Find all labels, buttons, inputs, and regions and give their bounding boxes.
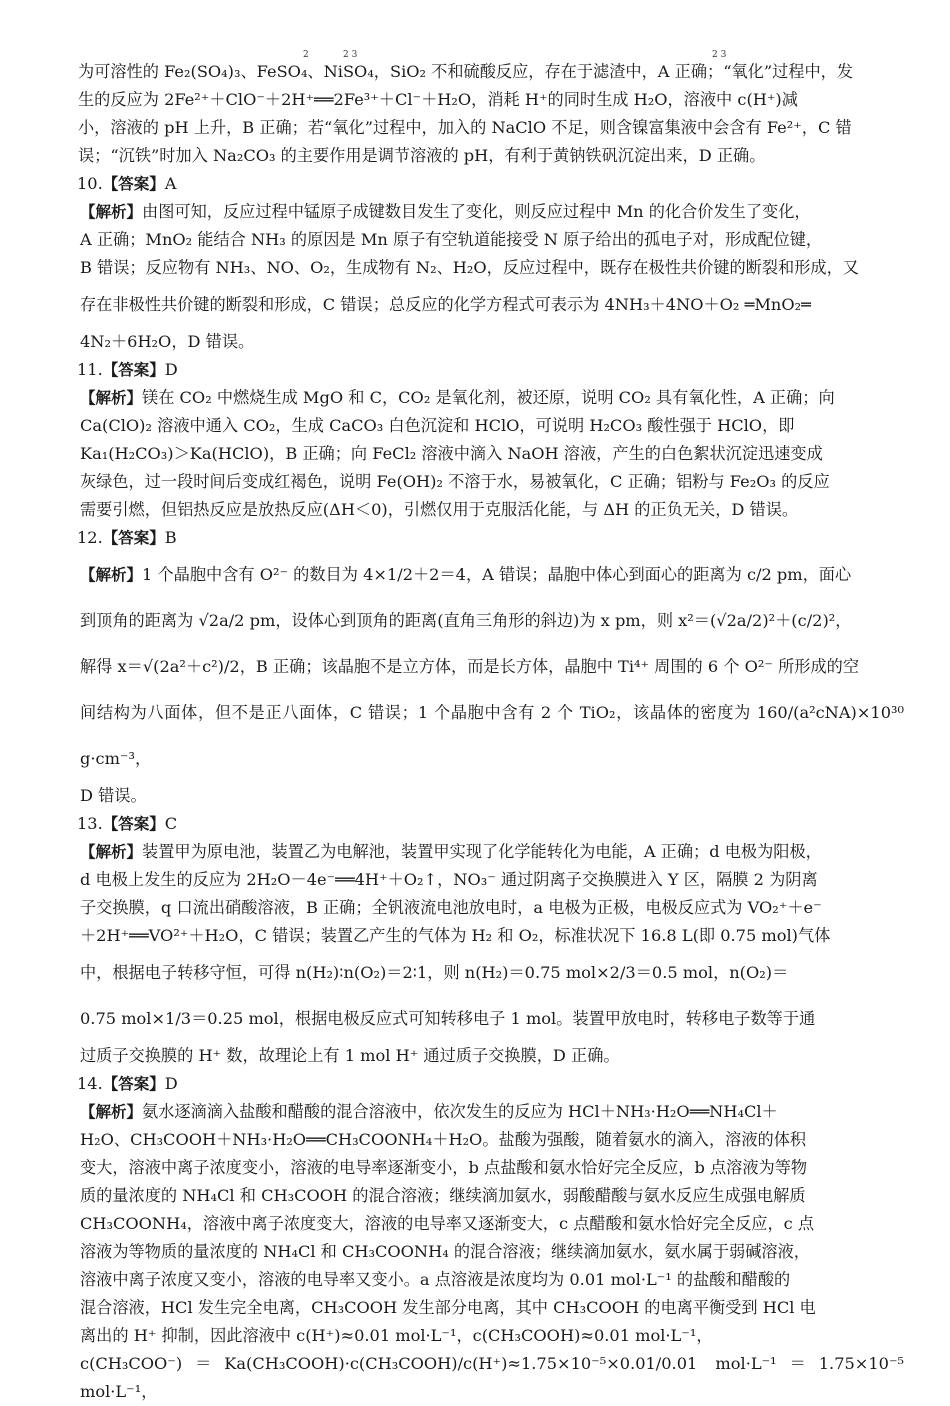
- analysis-label: 【解析】: [80, 843, 143, 861]
- text-line: 溶液为等物质的量浓度的 NH₄Cl 和 CH₃COONH₄ 的混合溶液；继续滴加氨水，氨水属于弱碱溶液，: [80, 1242, 810, 1261]
- text-line: 溶液中离子浓度又变小，溶液的电导率又变小。a 点溶液是浓度均为 0.01 mol·L⁻¹ 的盐酸和醋酸的: [80, 1270, 791, 1289]
- text-line: 4N₂＋6H₂O，D 错误。: [80, 332, 255, 351]
- analysis-block: [80, 1098, 904, 1406]
- text-line: 【解析】镁在 CO₂ 中燃烧生成 MgO 和 C，CO₂ 是氧化剂，被还原，说明 CO₂ 具有氧化性，A 正确；向: [80, 388, 835, 407]
- question-11: [78, 356, 904, 524]
- answer-line: [77, 1070, 904, 1098]
- analysis-label: 【解析】: [80, 1103, 143, 1121]
- text-line: c(CH₃COO⁻)＝Ka(CH₃COOH)·c(CH₃COOH)/c(H⁺)≈1.75×10⁻⁵×0.01/0.01 mol·L⁻¹＝1.75×10⁻⁵ mol·L⁻¹，: [80, 1354, 904, 1401]
- text-line: 0.75 mol×1/3＝0.25 mol，根据电极反应式可知转移电子 1 mol。装置甲放电时，转移电子数等于通: [80, 1009, 816, 1028]
- analysis-block: [80, 198, 904, 356]
- text-line: H₂O、CH₃COOH＋NH₃·H₂O══CH₃COONH₄＋H₂O。盐酸为强酸，随着氨水的滴入，溶液的体积: [80, 1130, 807, 1149]
- text-line: 间结构为八面体，但不是正八面体，C 错误；1 个晶胞中含有 2 个 TiO₂，该晶体的密度为 160/(a²cNA)×10³⁰ g·cm⁻³，: [80, 703, 904, 768]
- text-line: 过质子交换膜的 H⁺ 数，故理论上有 1 mol H⁺ 通过质子交换膜，D 正确。: [80, 1046, 620, 1065]
- answer-line: [77, 170, 904, 198]
- answer-value: A: [164, 174, 177, 193]
- text-line: 到顶角的距离为 √2a/2 pm，设体心到顶角的距离(直角三角形的斜边)为 x pm，则 x²＝(√2a/2)²＋(c/2)²，: [80, 611, 852, 630]
- text-line: 小，溶液的 pH 上升，B 正确；若“氧化”过程中，加入的 NaClO 不足，则含镍富集液中会含有 Fe²⁺，C 错: [78, 118, 852, 137]
- answer-value: D: [164, 1074, 178, 1093]
- text-line: D 错误。: [80, 786, 147, 805]
- answer-label: 【答案】: [102, 361, 165, 379]
- question-number: 14.: [77, 1074, 103, 1093]
- answer-value: B: [164, 528, 177, 547]
- answer-line: [77, 356, 904, 384]
- answer-label: 【答案】: [102, 175, 165, 193]
- analysis-block: [80, 552, 904, 810]
- question-number: 11.: [77, 360, 103, 379]
- question-number: 10.: [77, 174, 103, 193]
- text-line: ＋2H⁺══VO²⁺＋H₂O，C 错误；装置乙产生的气体为 H₂ 和 O₂，标准状况下 16.8 L(即 0.75 mol)气体: [80, 926, 831, 945]
- question-10: [78, 170, 904, 356]
- text-line: 变大，溶液中离子浓度变小，溶液的电导率逐渐变小，b 点盐酸和氨水恰好完全反应，b 点溶液为等物: [80, 1158, 808, 1177]
- text-line: 为可溶性的 Fe₂(SO₄)₃、FeSO₄、NiSO₄，SiO₂ 不和硫酸反应，存在于滤渣中，A 正确；“氧化”过程中，发: [78, 62, 854, 81]
- answer-line: [77, 810, 904, 838]
- text-line: 解得 x＝√(2a²＋c²)/2，B 正确；该晶胞不是立方体，而是长方体，晶胞中 Ti⁴⁺ 周围的 6 个 O²⁻ 所形成的空: [80, 657, 860, 676]
- analysis-block: [80, 838, 904, 1070]
- continuation-block: [78, 58, 904, 170]
- text-line: 存在非极性共价键的断裂和形成，C 错误；总反应的化学方程式可表示为 4NH₃＋4NO＋O₂ ═MnO₂═: [80, 295, 811, 314]
- stray-superscript-c: 2 3: [712, 50, 727, 60]
- analysis-label: 【解析】: [80, 203, 143, 221]
- text-line: 【解析】由图可知，反应过程中锰原子成键数目发生了变化，则反应过程中 Mn 的化合价发生了变化，: [80, 202, 811, 221]
- question-14: [78, 1070, 904, 1406]
- text-line: 【解析】氨水逐滴滴入盐酸和醋酸的混合溶液中，依次发生的反应为 HCl＋NH₃·H₂O══NH₄Cl＋: [80, 1102, 778, 1121]
- text-line: 子交换膜，q 口流出硝酸溶液，B 正确；全钒液流电池放电时，a 电极为正极，电极反应式为 VO₂⁺＋e⁻: [80, 898, 822, 917]
- text-line: Ka₁(H₂CO₃)＞Ka(HClO)，B 正确；向 FeCl₂ 溶液中滴入 NaOH 溶液，产生的白色絮状沉淀迅速变成: [80, 444, 823, 463]
- analysis-label: 【解析】: [80, 389, 143, 407]
- answer-label: 【答案】: [102, 815, 165, 833]
- analysis-block: [80, 384, 904, 524]
- question-number: 12.: [77, 528, 103, 547]
- answer-label: 【答案】: [102, 1075, 165, 1093]
- text-line: B 错误；反应物有 NH₃、NO、O₂，生成物有 N₂、H₂O，反应过程中，既存在极性共价键的断裂和形成，又: [80, 258, 859, 277]
- stray-superscript-b: 2 3: [343, 50, 358, 60]
- question-number: 13.: [77, 814, 103, 833]
- document-page: [78, 58, 904, 1406]
- answer-label: 【答案】: [102, 529, 165, 547]
- answer-value: C: [164, 814, 178, 833]
- text-line: 【解析】1 个晶胞中含有 O²⁻ 的数目为 4×1/2＋2＝4，A 错误；晶胞中体心到面心的距离为 c/2 pm，面心: [80, 565, 852, 584]
- text-line: 误；“沉铁”时加入 Na₂CO₃ 的主要作用是调节溶液的 pH，有利于黄钠铁矾沉淀出来，D 正确。: [78, 146, 766, 165]
- text-line: 质的量浓度的 NH₄Cl 和 CH₃COOH 的混合溶液；继续滴加氨水，弱酸醋酸与氨水反应生成强电解质: [80, 1186, 806, 1205]
- stray-superscript-a: 2: [303, 50, 309, 60]
- text-line: 混合溶液，HCl 发生完全电离，CH₃COOH 发生部分电离，其中 CH₃COOH 的电离平衡受到 HCl 电: [80, 1298, 816, 1317]
- text-line: CH₃COONH₄，溶液中离子浓度变大，溶液的电导率又逐渐变大，c 点醋酸和氨水恰好完全反应，c 点: [80, 1214, 815, 1233]
- text-line: d 电极上发生的反应为 2H₂O－4e⁻══4H⁺＋O₂↑，NO₃⁻ 通过阴离子交换膜进入 Y 区，隔膜 2 为阴离: [80, 870, 818, 889]
- answer-value: D: [164, 360, 178, 379]
- text-line: 中，根据电子转移守恒，可得 n(H₂)∶n(O₂)＝2∶1，则 n(H₂)＝0.75 mol×2/3＝0.5 mol，n(O₂)＝: [80, 963, 789, 982]
- question-13: [78, 810, 904, 1070]
- text-line: 生的反应为 2Fe²⁺＋ClO⁻＋2H⁺══2Fe³⁺＋Cl⁻＋H₂O，消耗 H⁺的同时生成 H₂O，溶液中 c(H⁺)减: [78, 90, 798, 109]
- text-line: A 正确；MnO₂ 能结合 NH₃ 的原因是 Mn 原子有空轨道能接受 N 原子给出的孤电子对，形成配位键，: [80, 230, 823, 249]
- analysis-label: 【解析】: [80, 566, 143, 584]
- answer-line: [77, 524, 904, 552]
- text-line: 【解析】装置甲为原电池，装置乙为电解池，装置甲实现了化学能转化为电能，A 正确；d 电极为阳极，: [80, 842, 822, 861]
- question-12: [78, 524, 904, 810]
- text-line: 离出的 H⁺ 抑制，因此溶液中 c(H⁺)≈0.01 mol·L⁻¹，c(CH₃COOH)≈0.01 mol·L⁻¹，: [80, 1326, 713, 1345]
- text-line: Ca(ClO)₂ 溶液中通入 CO₂，生成 CaCO₃ 白色沉淀和 HClO，可说明 H₂CO₃ 酸性强于 HClO，即: [80, 416, 795, 435]
- text-line: 需要引燃，但铝热反应是放热反应(ΔH＜0)，引燃仅用于克服活化能，与 ΔH 的正负无关，D 错误。: [80, 500, 799, 519]
- text-line: 灰绿色，过一段时间后变成红褐色，说明 Fe(OH)₂ 不溶于水，易被氧化，C 正确；铝粉与 Fe₂O₃ 的反应: [80, 472, 830, 491]
